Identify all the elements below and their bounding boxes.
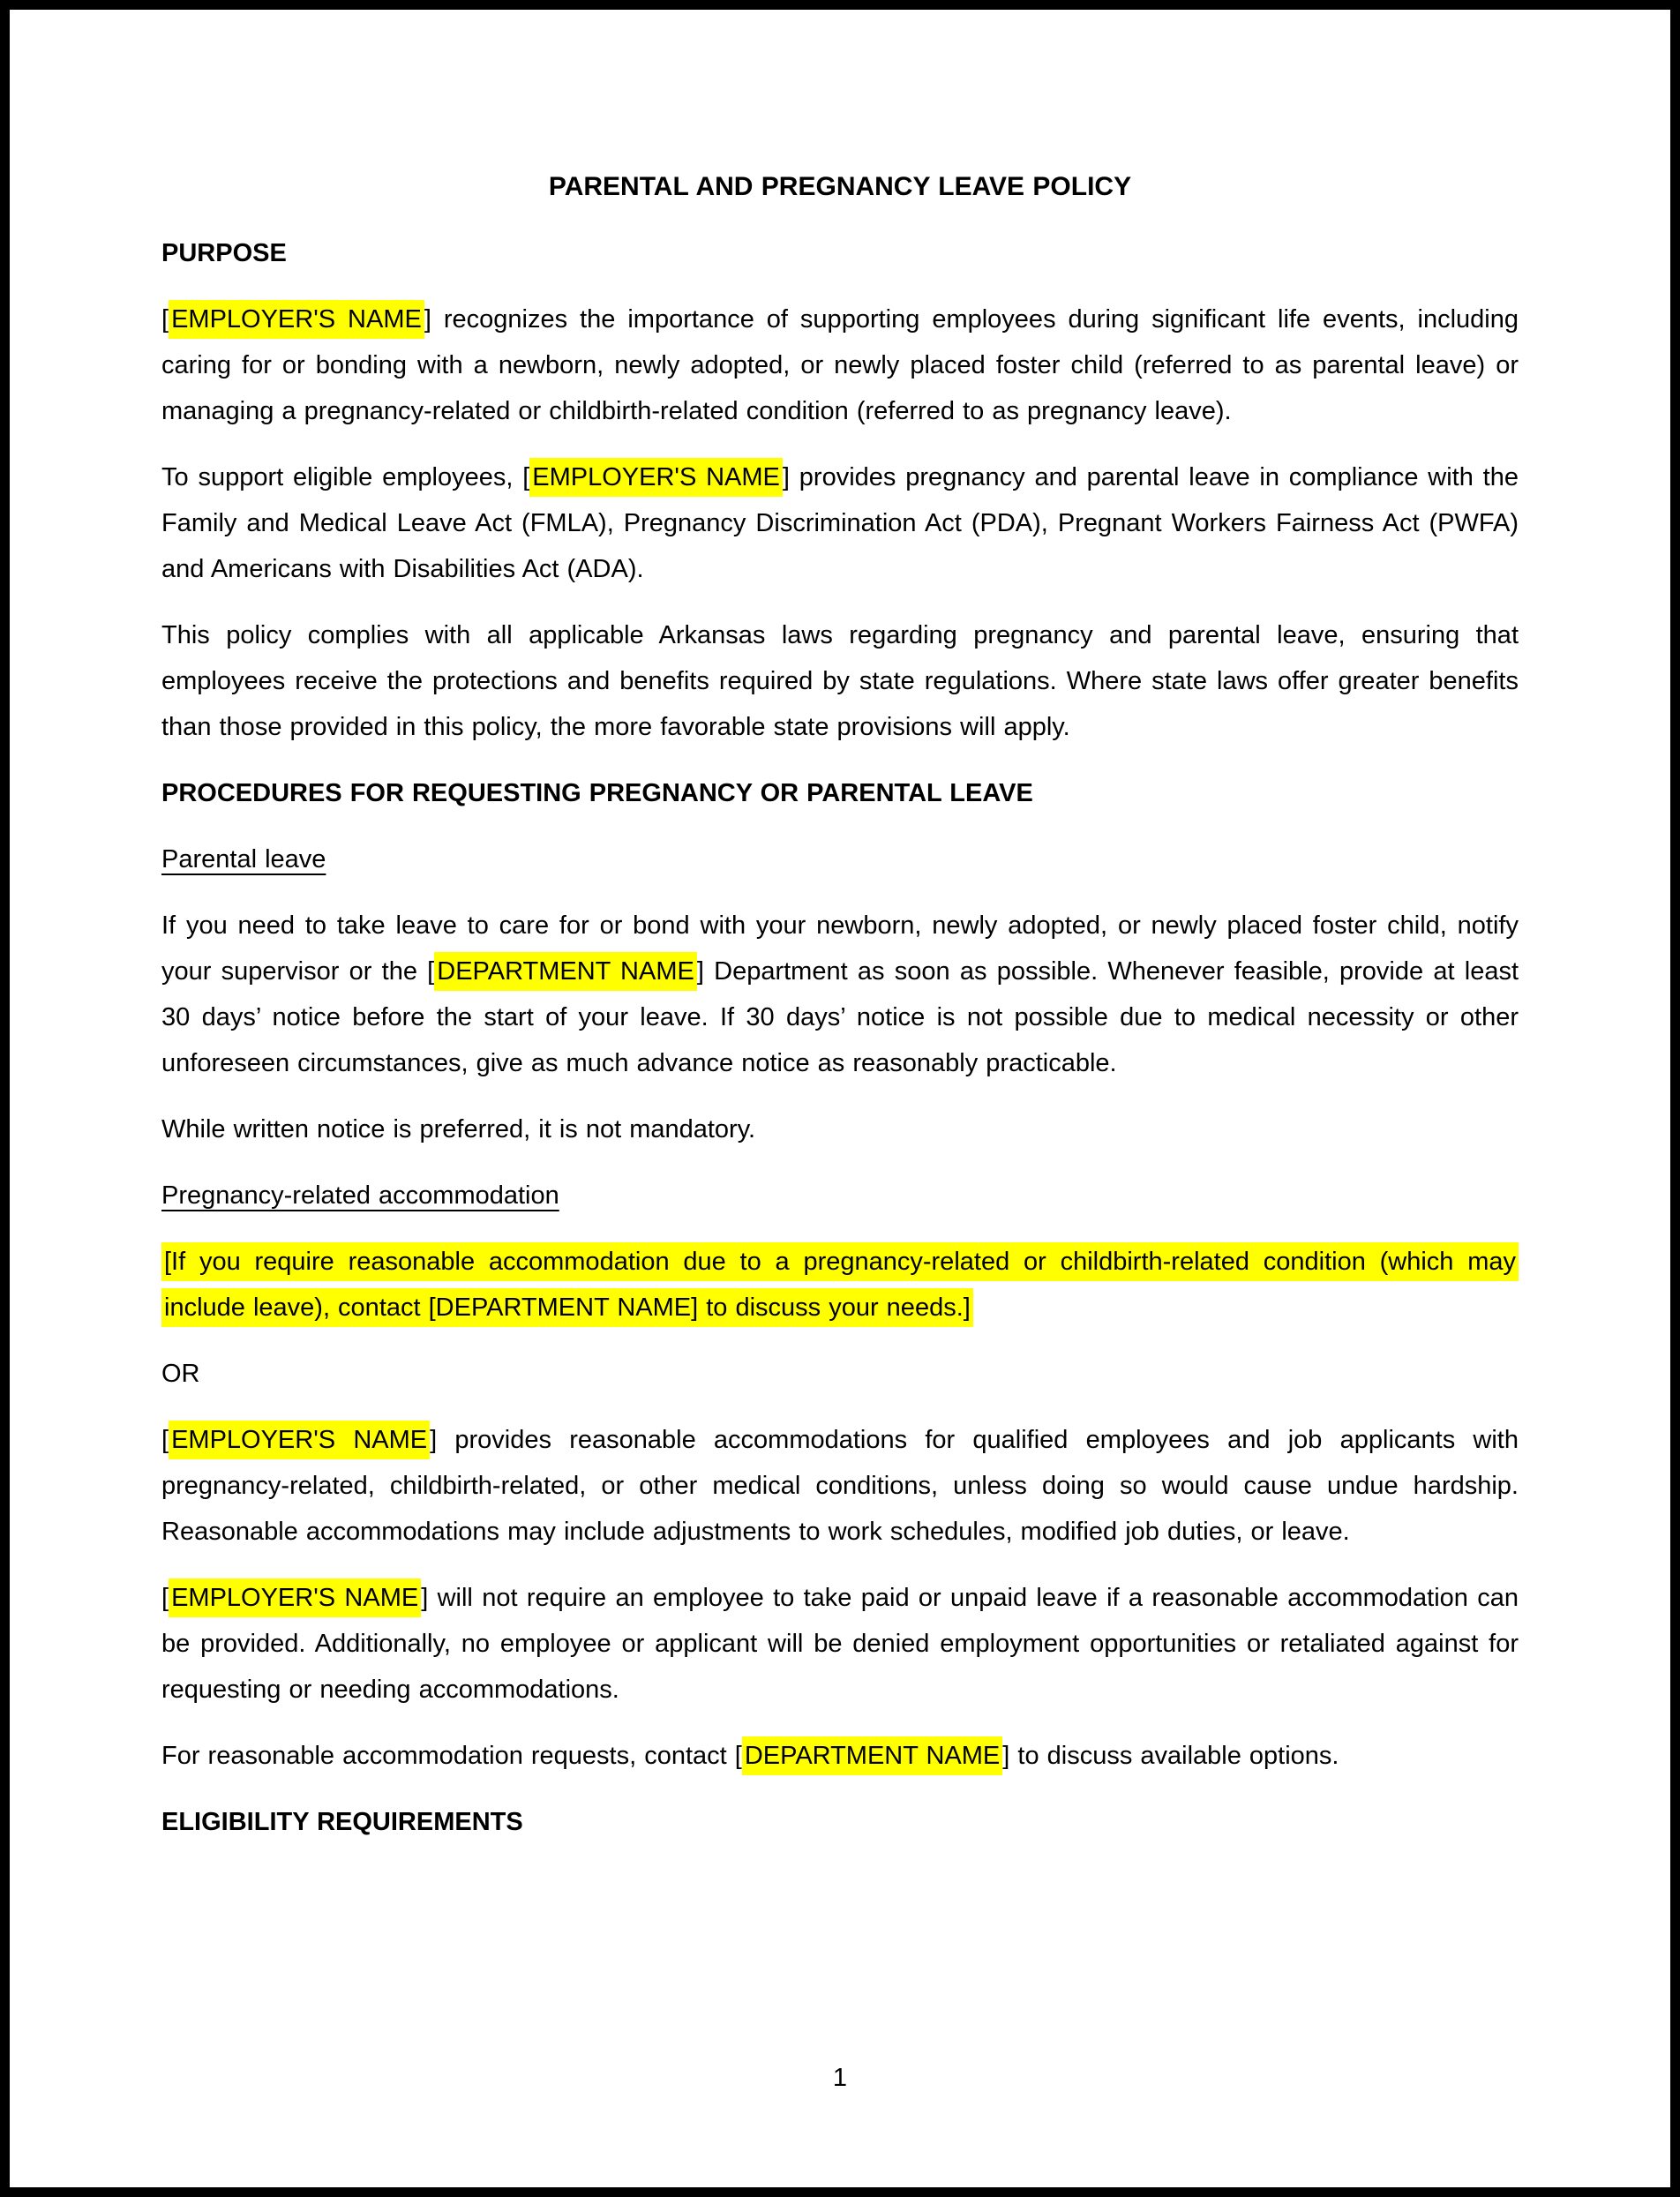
text-run: ELIGIBILITY REQUIREMENTS: [161, 1808, 523, 1836]
text-run: [: [161, 1426, 169, 1454]
highlighted-text: EMPLOYER'S NAME: [169, 1421, 430, 1459]
text-run: PURPOSE: [161, 239, 287, 267]
text-run: If you need to take leave to care for or bond with your newborn, newly adopted, or newly placed foster child, notify your supervisor or the [: [161, 911, 1519, 986]
text-run: OR: [161, 1360, 200, 1388]
text-run: ] will not require an employee to take paid or unpaid leave if a reasonable accommodation can be provided. Additionally, no employee or applicant will be denied employment opportunities or retaliated against for requesting or needing accommodations.: [161, 1584, 1519, 1704]
text-run: ] recognizes the importance of supporting employees during significant life events, including caring for or bonding with a newborn, newly adopted, or newly placed foster child (referred to as parental leave) or managing a pregnancy-related or childbirth-related condition (referred to as pregnancy leave).: [161, 305, 1519, 425]
document-body: [161, 230, 1519, 1845]
heading: [161, 1799, 1519, 1845]
highlighted-text: [If you require reasonable accommodation due to a pregnancy-related or childbirth-related condition (which may include leave), contact [DEPARTMENT NAME] to discuss your needs.]: [161, 1242, 1519, 1327]
text-run: ] provides reasonable accommodations for qualified employees and job applicants with pregnancy-related, childbirth-related, or other medical conditions, unless doing so would cause undue hardship. Reasonable accommodations may include adjustments to work schedules, modified job duties, or leave.: [161, 1426, 1519, 1546]
subheading: [161, 1173, 1519, 1218]
paragraph: [161, 454, 1519, 592]
text-run: Pregnancy-related accommodation: [161, 1181, 559, 1210]
paragraph: [161, 1575, 1519, 1713]
text-run: Parental leave: [161, 845, 326, 874]
paragraph: [161, 612, 1519, 750]
text-run: ] Department as soon as possible. Whenever feasible, provide at least 30 days’ notice before the start of your leave. If 30 days’ notice is not possible due to medical necessity or other unforeseen circumstances, give as much advance notice as reasonably practicable.: [161, 957, 1519, 1077]
text-run: ] to discuss available options.: [1002, 1742, 1339, 1770]
text-run: [: [161, 305, 169, 334]
heading: [161, 230, 1519, 276]
paragraph: [161, 1106, 1519, 1152]
text-run: ] provides pregnancy and parental leave in compliance with the Family and Medical Leave Act (FMLA), Pregnancy Discrimination Act (PDA), Pregnant Workers Fairness Act (PWFA) and Americans with Disabilities Act (ADA).: [161, 463, 1519, 583]
paragraph: [161, 1417, 1519, 1555]
document-title: PARENTAL AND PREGNANCY LEAVE POLICY: [548, 172, 1132, 201]
text-run: PROCEDURES FOR REQUESTING PREGNANCY OR PARENTAL LEAVE: [161, 779, 1033, 807]
paragraph: [161, 296, 1519, 434]
text-run: To support eligible employees, [: [161, 463, 530, 491]
highlighted-text: EMPLOYER'S NAME: [529, 458, 783, 497]
text-run: While written notice is preferred, it is not mandatory.: [161, 1115, 756, 1143]
text-run: For reasonable accommodation requests, contact [: [161, 1742, 742, 1770]
highlighted-text: DEPARTMENT NAME: [434, 952, 697, 991]
subheading: [161, 836, 1519, 882]
heading: [161, 770, 1519, 816]
highlighted-text: EMPLOYER'S NAME: [169, 300, 424, 339]
paragraph: [161, 903, 1519, 1086]
text-run: [: [161, 1584, 169, 1612]
text-run: This policy complies with all applicable Arkansas laws regarding pregnancy and parental leave, ensuring that employees receive the protections and benefits required by state regulations. Where state laws offer greater benefits than those provided in this policy, the more favorable state provisions will apply.: [161, 621, 1519, 741]
paragraph: [161, 1733, 1519, 1779]
paragraph: [161, 1239, 1519, 1331]
page-number: 1: [832, 2064, 848, 2092]
document-content: [10, 10, 1670, 1845]
highlighted-text: EMPLOYER'S NAME: [169, 1578, 421, 1617]
highlighted-text: DEPARTMENT NAME: [742, 1736, 1002, 1775]
paragraph: [161, 1351, 1519, 1397]
